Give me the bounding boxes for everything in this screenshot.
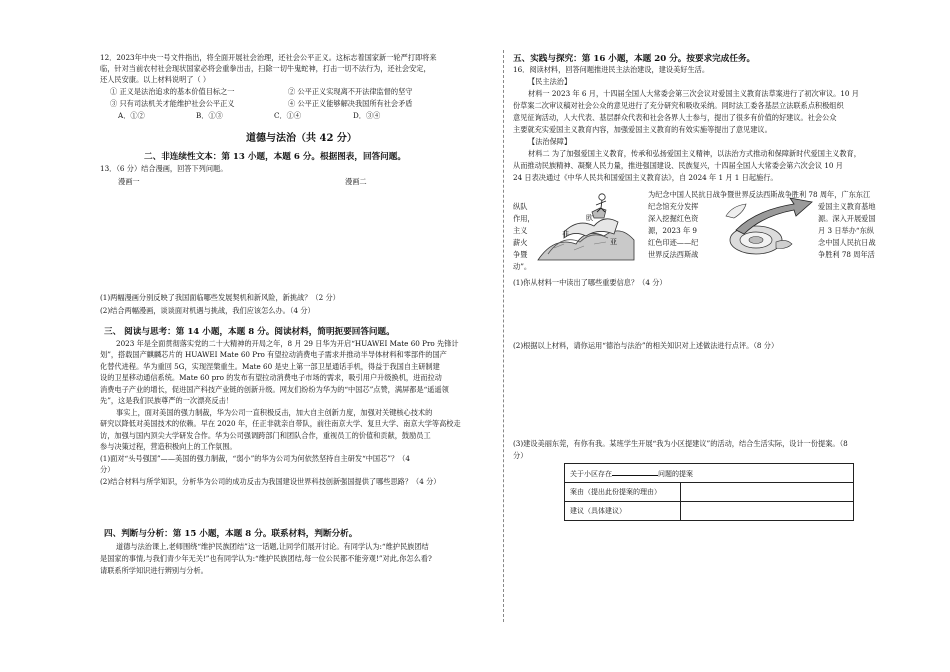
proposal-row-title: [565, 464, 854, 483]
m2-line: 从而推动民族精神、凝聚人民力量，推进强国建设、民族复兴，十四届全国人大常委会第六次会议 10 月: [513, 161, 843, 170]
sec4-line: 道德与法治课上,老师围绕“维护民族团结”这一话题,让同学们展开讨论。有同学认为:“维护民族团结: [116, 542, 429, 551]
m1-line: 份草案二次审议稿对社会公众的意见进行了充分研究和吸收采纳。同时法工委各基层立法联系点积极组织: [513, 101, 844, 110]
q12-choice-a: A．①②: [118, 111, 145, 120]
proposal-title-prefix: 关于小区存在: [570, 469, 612, 478]
sec3-line: 访，加强与国内顶尖大学研发合作。华为公司强调跨部门和团队合作，重视员工的价值和贡献，鼓励员工: [100, 431, 431, 440]
left-frag: 动”。: [513, 262, 532, 271]
mid-line: 源，2023 年 9: [648, 226, 697, 235]
sec4-line: 是国家的事情,与我们青少年无关!”也有同学认为:“维护民族团结,每一位公民都不能旁观!”对此,你怎么看?: [100, 554, 432, 563]
label-africa: 非: [562, 230, 569, 238]
q12-choice-c: C．①④: [274, 111, 302, 120]
m2-line: 材料二 为了加强爱国主义教育，传承和弘扬爱国主义精神，以法治方式推动和保障新时代爱国主义教育，: [528, 149, 861, 158]
label-europe: 欧: [586, 214, 593, 222]
q16-sub2: (2)根据以上材料，请你运用“德治与法治”的相关知识对上述做法进行点评。（8 分）: [513, 341, 779, 350]
left-frag: 纵队: [513, 202, 528, 211]
right-frag: 月 3 日举办“东纵: [818, 226, 874, 235]
q14-sub2: (2)结合材料与所学知识，分析华为公司的成功反击为我国建设世界科技创新强国提供了哪些思路？（4 分）: [100, 477, 441, 486]
q12-stem-line2: 临，针对当前农村社会现状国家必将会重拳出击，扫除一切牛鬼蛇神，打击一切不法行为，还社会安定，: [100, 64, 431, 73]
q13-stem: 13．（6 分）结合漫画，回答下列问题。: [100, 164, 228, 173]
section3-title: 三、 阅读与思考：第 14 小题，本题 8 分。阅读材料，简明扼要回答问题。: [104, 327, 395, 337]
left-frag: 争暨: [513, 250, 528, 259]
right-frag: 争胜利 78 周年活: [818, 250, 875, 259]
sec3-line: 化替代进程。华为重回 5G，实现涅槃重生。Mate 60 是史上第一部卫星通话手机，得益于我国自主研制建: [100, 362, 440, 371]
sec3-line: 设的卫星移动通信系统。Mate 60 pro 的发布有望拉动消费电子市场的需求，吸引用户升级换机，进而拉动: [100, 373, 442, 382]
q16-stem: 16．阅读材料，回答问题推进民主法治建设，建设美好生活。: [513, 65, 710, 74]
sec4-line: 请联系所学知识进行辨别与分析。: [100, 566, 208, 575]
proposal-table: [564, 463, 854, 521]
suggestion-label: 建议（具体建议）: [565, 502, 681, 521]
mid-line: 深入挖掘红色资: [648, 214, 699, 223]
sec3-line: 划”，搭载国产麒麟芯片的 HUAWEI Mate 60 Pro 有望拉动消费电子需求并推动半导体材料和零部件的国产: [100, 350, 447, 359]
sec3-line: 先”，这是我们民族尊严的一次漂亮反击！: [100, 396, 234, 405]
q12-choice-b: B．①③: [196, 111, 223, 120]
q14-sub1: (1)面对“头号强国”——美国的强力制裁，“弱小”的华为公司为何依然坚持自主研发“中国芯”？（4: [100, 454, 410, 463]
reason-cell[interactable]: [681, 483, 854, 502]
section2-title: 二、非连续性文本：第 13 小题，本题 6 分。根据图表，回答问题。: [144, 152, 406, 162]
left-frag: 薪火: [513, 238, 528, 247]
m1-line: 意见征询活动，人大代表、基层群众代表和社会各界人士参与，提出了很多有价值的好建议。社会公众: [513, 113, 837, 122]
suggestion-cell[interactable]: [681, 502, 854, 521]
tag-democracy: 【民主法治】: [528, 77, 572, 86]
proposal-title-cell[interactable]: [565, 464, 854, 483]
right-frag: 爱国主义教育基地: [818, 202, 876, 211]
q12-stem-line3: 还人民安康。以上材料说明了（ ）: [100, 75, 211, 84]
comic2-label: 漫画二: [345, 177, 367, 186]
mid-line: 为纪念中国人民抗日战争暨世界反法西斯战争胜利 78 周年，广东东江: [648, 190, 871, 199]
proposal-blank[interactable]: [612, 468, 658, 476]
right-frag: 源。深入开展爱国: [818, 214, 876, 223]
q16-sub3: (3)建设美丽东莞，有你有我。某班学生开展“我为小区提建议”的活动，结合生活实际，设计一份提案。（8: [513, 439, 848, 448]
q12-stem-line1: 12．2023年中央一号文件指出，将全面开展社会治理，还社会公平正义。这标志着国家新一轮严打即将来: [100, 53, 437, 62]
m1-line: 材料一 2023 年 6 月，十四届全国人大常委会第三次会议对爱国主义教育法草案进行了初次审议。10 月: [528, 89, 859, 98]
m2-line: 24 日表决通过《中华人民共和国爱国主义教育法》，自 2024 年 1 月 1 日起施行。: [513, 173, 778, 182]
reason-label: 案由（提出此份提案的理由）: [565, 483, 681, 502]
proposal-row-reason: [565, 483, 854, 502]
sec3-line: 2023 年是全面贯彻落实党的二十大精神的开局之年，8 月 29 日华为开启“HUAWEI Mate 60 Pro 先锋计: [116, 339, 459, 348]
mid-line: 纪念馆充分发挥: [648, 202, 699, 211]
section4-title: 四、判断与分析：第 15 小题，本题 8 分。联系材料，判断分析。: [104, 529, 358, 539]
proposal-title-suffix: 问题的提案: [658, 469, 693, 478]
sec3-line: 事实上，面对美国的强力制裁，华为公司一直积极反击，加大自主创新力度，加强对关键核心技术的: [116, 408, 433, 417]
comic1-label: 漫画一: [118, 177, 140, 186]
proposal-row-suggestion: [565, 502, 854, 521]
right-frag: 念中国人民抗日战: [818, 238, 876, 247]
tag-rule-of-law: 【法治保障】: [528, 137, 572, 146]
q16-sub3-cont: 分）: [513, 451, 528, 460]
q12-option-1: ① 正义是法治追求的基本价值目标之一: [110, 87, 235, 96]
sec3-line: 参与决策过程，营造积极向上的工作氛围。: [100, 442, 237, 451]
left-frag: 作用，: [513, 214, 535, 223]
q14-sub1-cont: 分）: [100, 465, 115, 474]
column-divider: [503, 50, 504, 622]
sec3-line: 研究以降低对美国技术的依赖。早在 2020 年，任正非就亲自带队，前往南京大学、复旦大学、南京大学等高校走: [100, 419, 461, 428]
q12-option-2: ② 公平正义实现离不开法律监督的坚守: [288, 87, 413, 96]
q12-option-3: ③ 只有司法机关才能维护社会公平正义: [110, 99, 235, 108]
continents-cartoon: [534, 188, 638, 264]
m1-line: 主要就充实爱国主义教育内容，加强爱国主义教育的有效实施等提出了意见建议。: [513, 125, 772, 134]
section5-title: 五、实践与探究：第 16 小题，本题 20 分。按要求完成任务。: [513, 54, 756, 64]
q12-option-4: ④ 公平正义能够解决我国所有社会矛盾: [288, 99, 413, 108]
spiral-arrow-cartoon: [716, 190, 816, 262]
mid-line: 红色印迹——纪: [648, 238, 699, 247]
q16-sub1: (1)你从材料一中读出了哪些重要信息？（4 分）: [513, 278, 667, 287]
q13-sub1: (1)两幅漫画分别反映了我国面临哪些发展契机和新风险，新挑战？（2 分）: [100, 293, 340, 302]
left-frag: 主义: [513, 226, 528, 235]
q13-sub2: (2)结合两幅漫画，谈谈面对机遇与挑战，我们应该怎么办。（4 分）: [100, 306, 315, 315]
sec3-line: 消费电子产业的增长，促进国产科技产业链的创新升级。网友们纷纷为华为的“中国芯”点赞，满屏都是“遥遥领: [100, 385, 449, 394]
part-title: 道德与法治（共 42 分）: [246, 133, 357, 144]
label-asia: 亚: [610, 238, 617, 246]
q12-choice-d: D．③④: [353, 111, 381, 120]
mid-line: 世界反法西斯战: [648, 250, 699, 259]
